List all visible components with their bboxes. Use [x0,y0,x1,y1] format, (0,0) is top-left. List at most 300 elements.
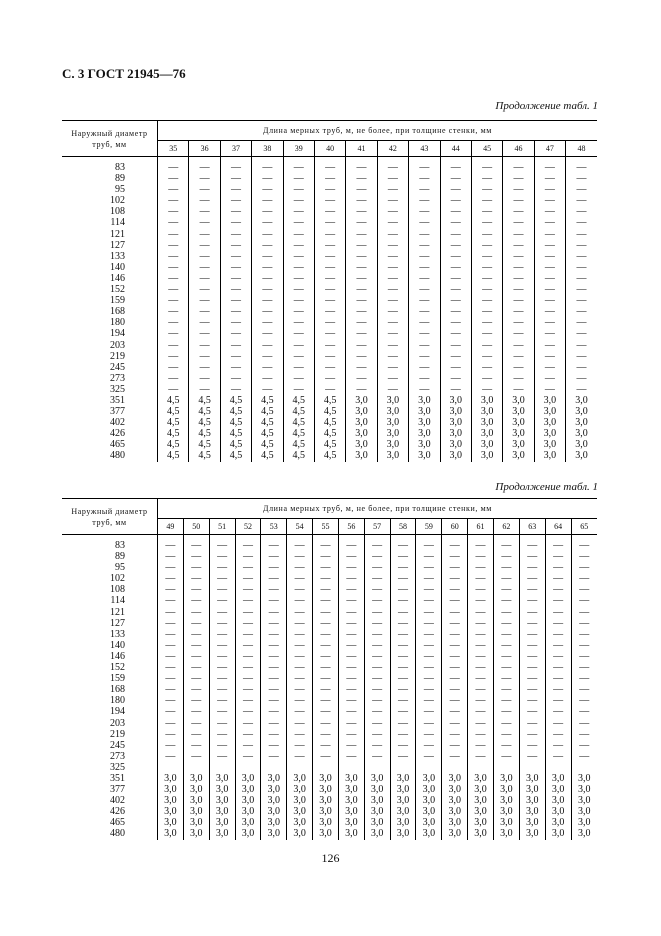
length-cell: — [220,306,251,317]
diameter-cell: 325 [110,383,125,395]
length-cell: — [534,157,565,174]
length-cell [261,762,287,773]
length-cell: — [235,629,261,640]
length-cell: — [314,157,345,174]
length-cell: 3,0 [183,828,209,839]
length-cell: — [471,173,502,184]
wall-thickness-header: 46 [503,141,534,157]
row-header: Наружный диаметр труб, мм [62,499,158,535]
length-cell [468,762,494,773]
length-cell: — [183,706,209,717]
table-row [62,351,597,362]
length-cell: — [158,262,189,273]
length-cell: — [235,618,261,629]
length-cell: — [220,206,251,217]
length-cell: — [493,618,519,629]
diameter-cell: 219 [110,350,125,362]
length-cell: — [209,718,235,729]
length-cell: 3,0 [440,417,471,428]
length-cell: 3,0 [471,395,502,406]
length-cell: 3,0 [261,795,287,806]
length-cell: — [158,384,189,395]
length-cell: — [220,229,251,240]
length-cell: — [283,262,314,273]
table-row [62,173,597,184]
length-cell: — [566,173,597,184]
length-cell [209,762,235,773]
length-cell: — [493,629,519,640]
length-cell: — [158,595,184,606]
length-cell: — [440,157,471,174]
length-cell: — [534,273,565,284]
length-cell: — [189,328,220,339]
length-cell: — [416,551,442,562]
length-cell: — [346,184,377,195]
length-cell: — [287,640,313,651]
length-cell: — [158,662,184,673]
length-cell: — [313,551,339,562]
length-cell: — [493,740,519,751]
length-cell: 3,0 [468,828,494,839]
length-cell: 3,0 [364,806,390,817]
length-cell: — [235,535,261,552]
wall-thickness-header: 49 [158,519,184,535]
length-cell: 4,5 [189,417,220,428]
table-row [62,695,597,706]
length-cell: — [390,535,416,552]
length-cell: — [158,173,189,184]
length-cell: 3,0 [440,439,471,450]
length-cell: — [314,262,345,273]
diameter-cell: 159 [110,295,125,307]
length-cell: — [545,562,571,573]
length-cell: — [220,317,251,328]
diameter-cell: 152 [110,284,125,296]
table-row [62,273,597,284]
length-cell: — [235,640,261,651]
length-cell: — [189,373,220,384]
length-cell: 3,0 [338,773,364,784]
length-cell: — [346,351,377,362]
table-row [62,795,597,806]
length-cell: 3,0 [409,450,440,461]
length-cell: — [442,740,468,751]
length-cell: — [471,157,502,174]
length-cell: — [313,607,339,618]
length-cell: — [390,607,416,618]
table-row [62,439,597,450]
length-cell: 4,5 [252,395,283,406]
length-cell: — [158,195,189,206]
table-row [62,428,597,439]
diameter-cell: 245 [110,739,125,751]
diameter-cell: 426 [110,428,125,440]
length-cell: — [287,595,313,606]
length-cell: — [519,562,545,573]
length-cell: 3,0 [409,417,440,428]
table-row [62,240,597,251]
length-cell: 4,5 [283,417,314,428]
wall-thickness-header: 60 [442,519,468,535]
diameter-cell: 273 [110,750,125,762]
length-cell: — [545,535,571,552]
diameter-cell: 95 [115,184,125,196]
length-cell: 3,0 [468,795,494,806]
diameter-cell: 146 [110,272,125,284]
table-row [62,817,597,828]
length-cell: — [545,729,571,740]
length-cell: 3,0 [442,828,468,839]
length-cell: — [220,284,251,295]
length-cell: — [409,229,440,240]
length-cell: — [471,373,502,384]
length-cell: — [338,640,364,651]
length-cell: 3,0 [338,784,364,795]
length-cell: — [189,206,220,217]
length-cell: — [314,184,345,195]
length-cell: — [158,729,184,740]
length-cell: — [545,629,571,640]
length-cell: — [442,551,468,562]
length-cell: — [283,362,314,373]
length-cell: — [252,362,283,373]
length-cell: 3,0 [503,428,534,439]
length-cell: — [390,673,416,684]
length-cell: — [261,706,287,717]
length-cell: — [346,157,377,174]
length-cell: 3,0 [545,784,571,795]
length-cell: — [313,573,339,584]
length-cell: — [440,284,471,295]
length-cell: — [158,328,189,339]
length-cell: — [545,551,571,562]
length-cell: — [252,229,283,240]
length-cell: — [183,584,209,595]
length-cell: — [503,373,534,384]
length-cell: — [287,695,313,706]
length-cell: — [440,195,471,206]
length-cell: 3,0 [471,417,502,428]
length-cell: — [409,217,440,228]
length-cell: — [468,618,494,629]
diameter-cell: 83 [115,162,125,173]
diameter-cell: 89 [115,173,125,185]
length-cell: 3,0 [364,773,390,784]
length-cell: — [314,340,345,351]
length-cell: 3,0 [416,795,442,806]
length-cell: — [183,718,209,729]
length-cell: 3,0 [519,817,545,828]
length-cell: — [566,284,597,295]
length-cell: — [338,684,364,695]
length-cell: — [261,751,287,762]
length-cell: — [261,729,287,740]
length-cell: — [519,607,545,618]
length-cell: — [409,173,440,184]
diameter-cell: 152 [110,662,125,674]
length-cell: — [252,262,283,273]
length-cell: — [283,173,314,184]
length-cell: — [566,217,597,228]
length-cell: — [158,573,184,584]
table-row [62,362,597,373]
table-row [62,651,597,662]
length-cell: — [519,662,545,673]
length-cell: 4,5 [189,428,220,439]
diameter-cell: 121 [110,228,125,240]
length-cell: — [209,706,235,717]
length-cell: — [346,362,377,373]
length-cell: — [314,362,345,373]
length-cell: — [346,240,377,251]
length-cell: — [519,729,545,740]
length-cell: — [534,317,565,328]
length-cell: — [503,262,534,273]
length-cell: — [158,295,189,306]
length-cell: — [390,573,416,584]
length-cell: — [416,684,442,695]
length-cell: — [471,306,502,317]
length-cell: — [409,262,440,273]
length-cell: — [158,562,184,573]
length-cell: 3,0 [377,450,408,461]
table-row [62,828,597,839]
length-cell: — [409,195,440,206]
length-cell: — [545,706,571,717]
length-cell: — [471,384,502,395]
table-row [62,384,597,395]
length-cell [235,762,261,773]
length-cell: 4,5 [158,406,189,417]
length-cell: — [235,729,261,740]
length-cell: 3,0 [235,828,261,839]
length-cell: 3,0 [390,828,416,839]
length-cell: 3,0 [545,795,571,806]
length-cell: — [158,317,189,328]
length-cell: — [183,562,209,573]
length-cell: 3,0 [493,795,519,806]
length-cell: — [377,317,408,328]
length-cell: — [442,573,468,584]
length-cell: — [313,706,339,717]
length-cell: — [183,651,209,662]
length-cell: — [416,573,442,584]
length-cell: 4,5 [220,395,251,406]
length-cell: — [409,157,440,174]
length-cell: — [566,317,597,328]
length-cell: 3,0 [346,417,377,428]
wall-thickness-header: 57 [364,519,390,535]
length-cell: — [416,673,442,684]
diameter-cell: 480 [110,828,125,840]
length-cell: — [364,673,390,684]
length-cell: — [220,328,251,339]
length-cell: 3,0 [545,817,571,828]
length-cell: — [442,729,468,740]
length-cell: — [519,751,545,762]
length-cell: — [503,351,534,362]
length-cell: — [377,284,408,295]
length-cell: — [313,535,339,552]
length-cell: — [545,640,571,651]
wall-thickness-header: 55 [313,519,339,535]
table-row [62,706,597,717]
length-cell: — [503,295,534,306]
length-cell: — [252,384,283,395]
length-cell: — [571,695,597,706]
length-cell [416,762,442,773]
length-cell: — [503,240,534,251]
length-cell: — [440,173,471,184]
length-cell: 4,5 [189,450,220,461]
length-cell [571,762,597,773]
length-cell: 3,0 [566,450,597,461]
length-cell: — [314,195,345,206]
diameter-cell: 325 [110,761,125,773]
length-cell: — [283,328,314,339]
length-cell: — [158,157,189,174]
length-cell: — [503,195,534,206]
length-cell: 4,5 [283,450,314,461]
length-cell: — [261,662,287,673]
length-cell: — [503,229,534,240]
length-cell: — [158,740,184,751]
length-cell: 3,0 [390,806,416,817]
table-row [62,284,597,295]
length-cell: — [442,662,468,673]
length-cell: — [338,618,364,629]
length-cell: 3,0 [287,817,313,828]
length-cell: — [545,673,571,684]
length-cell: 3,0 [235,817,261,828]
length-cell: — [566,273,597,284]
length-cell [183,762,209,773]
wall-thickness-header: 40 [314,141,345,157]
length-cell: — [220,384,251,395]
length-cell: 3,0 [442,784,468,795]
length-cell: 3,0 [571,773,597,784]
length-cell: — [220,262,251,273]
length-cell: — [189,351,220,362]
length-cell: — [346,306,377,317]
length-cell: — [471,262,502,273]
length-cell: — [261,551,287,562]
length-cell: — [235,684,261,695]
length-cell: — [493,662,519,673]
length-cell: — [287,751,313,762]
diameter-cell: 133 [110,628,125,640]
table-row [62,551,597,562]
length-cell: — [534,384,565,395]
length-cell: — [468,751,494,762]
length-cell: — [283,157,314,174]
length-cell: — [390,562,416,573]
table-row [62,740,597,751]
length-cell: — [283,184,314,195]
length-cell: 4,5 [252,406,283,417]
length-cell: — [283,295,314,306]
diameter-cell: 89 [115,551,125,563]
length-cell: — [183,673,209,684]
length-cell: — [503,362,534,373]
length-cell: 3,0 [442,817,468,828]
wall-thickness-header: 39 [283,141,314,157]
length-cell: 3,0 [440,406,471,417]
length-cell: — [377,306,408,317]
length-cell: — [468,607,494,618]
length-cell: — [534,240,565,251]
length-cell: — [416,729,442,740]
length-cell: — [519,535,545,552]
length-cell: — [377,373,408,384]
length-cell: 3,0 [346,450,377,461]
length-cell: — [158,751,184,762]
length-cell: — [503,317,534,328]
length-cell: — [493,535,519,552]
length-cell: — [493,751,519,762]
length-cell: — [314,384,345,395]
diameter-cell: 127 [110,617,125,629]
length-cell: 4,5 [314,417,345,428]
length-cell: 3,0 [209,773,235,784]
length-cell: — [158,651,184,662]
length-cell: — [468,595,494,606]
length-cell: — [338,751,364,762]
length-cell: — [220,184,251,195]
length-cell: 3,0 [209,828,235,839]
length-cell: — [261,618,287,629]
length-cell: — [314,284,345,295]
length-cell: — [209,584,235,595]
length-cell: 3,0 [158,828,184,839]
length-cell: — [440,295,471,306]
length-cell: — [314,240,345,251]
length-cell: 3,0 [440,450,471,461]
length-cell: — [571,662,597,673]
table-row [62,395,597,406]
length-cell: — [534,362,565,373]
length-cell: — [364,551,390,562]
length-cell: — [235,651,261,662]
span-header: Длина мерных труб, м, не более, при толщине стенки, мм [158,499,598,519]
length-cell: — [346,251,377,262]
length-cell: — [313,662,339,673]
length-cell: — [442,695,468,706]
length-cell [493,762,519,773]
length-cell: — [220,157,251,174]
length-cell: — [566,229,597,240]
length-cell [364,762,390,773]
length-cell: 3,0 [183,784,209,795]
length-cell: 3,0 [416,828,442,839]
length-cell: 3,0 [377,406,408,417]
length-cell: — [390,718,416,729]
length-cell: — [364,584,390,595]
length-cell: — [364,629,390,640]
length-cell: — [235,718,261,729]
length-cell: 3,0 [409,395,440,406]
length-cell: — [220,173,251,184]
length-cell: 4,5 [252,428,283,439]
table-row [62,806,597,817]
length-cell: — [283,384,314,395]
length-cell: — [377,328,408,339]
length-cell: — [346,317,377,328]
length-cell: — [571,673,597,684]
length-cell: 3,0 [409,406,440,417]
length-cell: — [346,328,377,339]
length-cell: — [493,573,519,584]
